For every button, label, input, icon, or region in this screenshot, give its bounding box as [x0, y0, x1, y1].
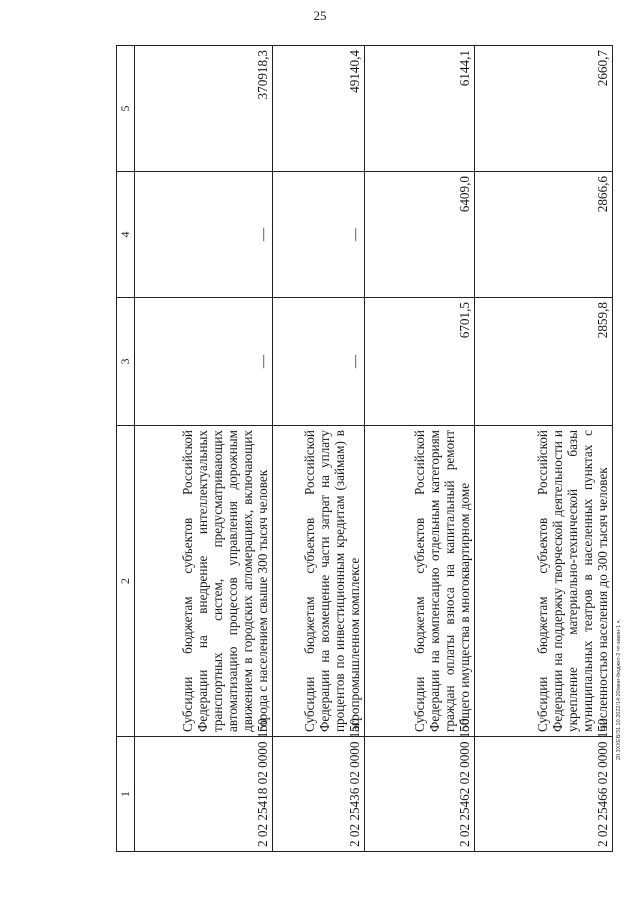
row-value-col5: 2660,7 — [475, 46, 613, 172]
page-number: 25 — [313, 8, 327, 23]
table-row — [273, 46, 365, 852]
table-row — [365, 46, 475, 852]
row-code: 2 02 25418 02 0000 150 — [135, 737, 273, 852]
row-value-col4: 2866,6 — [475, 172, 613, 298]
column-header-5: 5 — [117, 46, 135, 172]
column-header-4: 4 — [117, 172, 135, 298]
table-row — [475, 46, 613, 852]
row-code: 2 02 25466 02 0000 150 — [475, 737, 613, 852]
row-value-col3: 2859,8 — [475, 298, 613, 426]
row-value-col3: — — [273, 298, 365, 426]
row-value-col4: 6409,0 — [365, 172, 475, 298]
table-header-row — [117, 46, 135, 852]
row-name: Субсидии бюджетам субъектов Российской Федерации на компенсацию отдельным категориям граждан оплаты взноса на капитальный ремонт общего имущества в многоквартирном доме — [365, 426, 475, 737]
document-reference-note: 20.3ХХЕВ/31.10.2022/14:20/мни-бюджет-2 чт-закон-1 ч. — [616, 618, 622, 760]
row-value-col4: — — [135, 172, 273, 298]
row-name: Субсидии бюджетам субъектов Российской Федерации на поддержку творческой деятельности и укрепление материально-технической базы муниципальных театров в населенных пунктах с численностью населения до 300 тысяч человек — [475, 426, 613, 737]
row-value-col5: 6144,1 — [365, 46, 475, 172]
table-row — [135, 46, 273, 852]
column-header-3: 3 — [117, 298, 135, 426]
row-value-col5: 370918,3 — [135, 46, 273, 172]
column-header-1: 1 — [117, 737, 135, 852]
column-header-2: 2 — [117, 426, 135, 737]
row-value-col3: 6701,5 — [365, 298, 475, 426]
row-name: Субсидии бюджетам субъектов Российской Федерации на внедрение интеллектуальных транспортных систем, предусматривающих автоматизацию процессов управления дорожным движением в городских агломерациях, включающих города с населением свыше 300 тысяч человек — [135, 426, 273, 737]
row-code: 2 02 25462 02 0000 150 — [365, 737, 475, 852]
row-code: 2 02 25436 02 0000 150 — [273, 737, 365, 852]
row-value-col5: 49140,4 — [273, 46, 365, 172]
row-value-col3: — — [135, 298, 273, 426]
row-value-col4: — — [273, 172, 365, 298]
budget-table — [116, 45, 613, 852]
rotated-table-container — [116, 46, 612, 852]
row-name: Субсидии бюджетам субъектов Российской Федерации на возмещение части затрат на уплату процентов по инвестиционным кредитам (займам) в агропромышленном комплексе — [273, 426, 365, 737]
